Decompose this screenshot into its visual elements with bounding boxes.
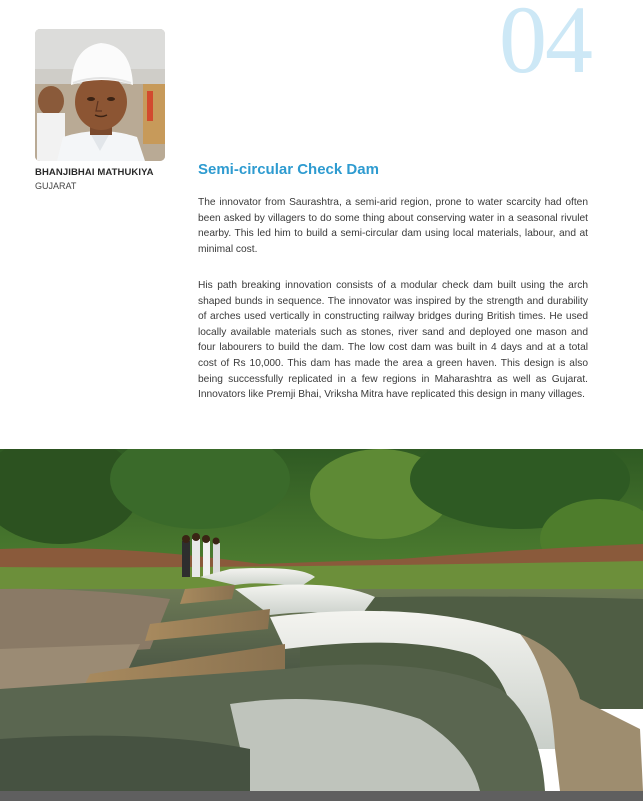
check-dam-photo <box>0 449 643 791</box>
article-paragraph: His path breaking innovation consists of a modular check dam built using the arch shaped bunds in sequence. The innovator was inspired by the strength and durability of arches used vertically in constructing railway bridges during British times. He used locally available materials such as stones, river sand and deployed one mason and four labourers to build the dam. The low cost dam was built in 4 days and at a total cost of Rs 10,000. This dam has made the area a green haven. This design is also being successfully replicated in a few regions in Maharashtra as well as Gujarat. Innovators like Premji Bhai, Vriksha Mitra have replicated this design in many villages. <box>198 280 588 401</box>
page-number: 04 <box>499 0 591 93</box>
article-paragraph: The innovator from Saurashtra, a semi-arid region, prone to water scarcity had often been asked by villagers to do some thing about conserving water in a seasonal rivulet nearby. This led him to build a semi-circular dam using local materials, labour, and at minimal cost. <box>198 197 588 255</box>
innovator-region: GUJARAT <box>35 181 77 191</box>
innovator-name: BHANJIBHAI MATHUKIYA <box>35 167 154 178</box>
footer-bar <box>0 791 643 801</box>
innovator-portrait <box>35 29 165 161</box>
article-title: Semi-circular Check Dam <box>198 161 379 178</box>
